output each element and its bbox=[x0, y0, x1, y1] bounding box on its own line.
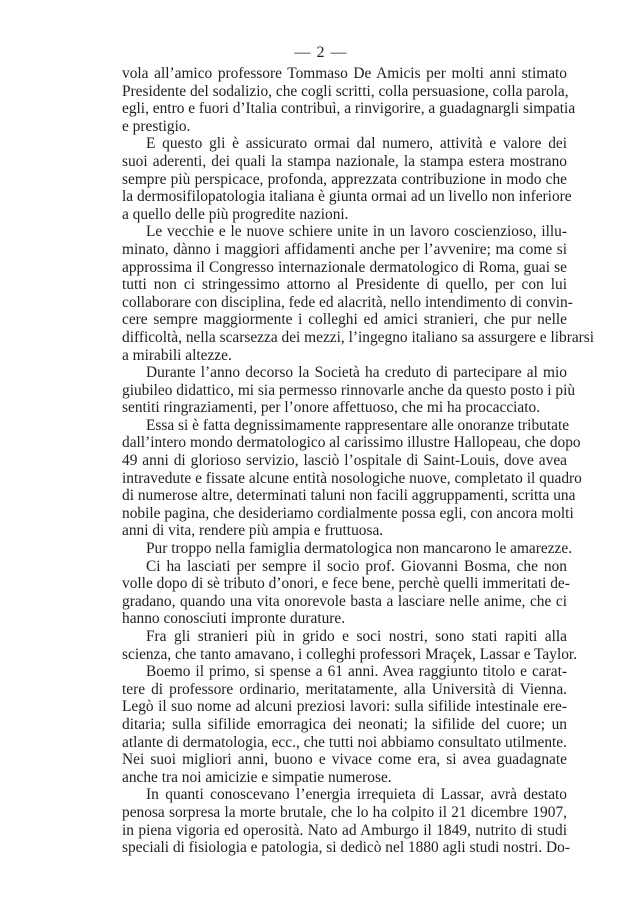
text-line: la dermosifilopatologia italiana è giunta ormai ad un livello non inferiore bbox=[122, 188, 572, 206]
text-line: e prestigio. bbox=[122, 117, 191, 135]
text-line: minato, dànno i maggiori affidamenti anche per l’avvenire; ma come si bbox=[122, 240, 567, 258]
text-line: volle dopo di sè tributo d’onori, e fece bene, perchè quelli immeritati de- bbox=[122, 575, 570, 593]
text-line: Ci ha lasciati per sempre il socio prof. Giovanni Bosma, che non bbox=[146, 557, 567, 575]
text-line: atlante di dermatologia, ecc., che tutti noi abbiamo consultato utilmente. bbox=[122, 733, 567, 751]
text-line: Presidente del sodalizio, che cogli scritti, colla persuasione, colla parola, bbox=[122, 82, 569, 100]
text-line: suoi aderenti, dei quali la stampa nazionale, la stampa estera mostrano bbox=[122, 152, 567, 170]
text-line: anche tra noi amicizie e simpatie numerose. bbox=[122, 768, 392, 786]
paragraph bbox=[122, 364, 576, 417]
text-line: In quanti conoscevano l’energia irrequieta di Lassar, avrà destato bbox=[146, 786, 567, 804]
text-line: penosa sorpresa la morte brutale, che lo ha colpito il 21 dicembre 1907, bbox=[122, 803, 567, 821]
paragraph bbox=[122, 663, 567, 786]
text-line: E questo gli è assicurato ormai dal numero, attività e valore dei bbox=[146, 135, 567, 153]
text-line: speciali di fisiologia e patologia, si dedicò nel 1880 agli studi nostri. Do- bbox=[122, 839, 570, 857]
paragraph bbox=[122, 65, 576, 135]
text-line: Boemo il primo, si spense a 61 anni. Avea raggiunto titolo e carat- bbox=[146, 663, 567, 681]
text-line: giubileo didattico, mi sia permesso rinnovarle anche da questo posto i più bbox=[122, 381, 576, 399]
text-line: sentiti ringraziamenti, per l’onore affettuoso, che mi ha procacciato. bbox=[122, 399, 541, 417]
text-line: sempre più perspicace, profonda, apprezzata contribuzione in modo che bbox=[122, 170, 567, 188]
paragraph bbox=[122, 628, 578, 663]
text-line: dall’intero mondo dermatologico al carissimo illustre Hallopeau, che dopo bbox=[122, 434, 581, 452]
text-line: a mirabili altezze. bbox=[122, 346, 232, 364]
text-line: Fra gli stranieri più in grido e soci nostri, sono stati rapiti alla bbox=[146, 628, 567, 645]
text-line: a quello delle più progredite nazioni. bbox=[122, 205, 349, 223]
text-line: difficoltà, nella scarsezza dei mezzi, l’ingegno italiano sa assurgere e librarsi bbox=[122, 328, 595, 346]
text-line: Le vecchie e le nuove schiere unite in un lavoro coscienzioso, illu- bbox=[146, 223, 567, 241]
text-line: hanno conosciuti impronte durature. bbox=[122, 610, 346, 628]
text-line: vola all’amico professore Tommaso De Amicis per molti anni stimato bbox=[122, 65, 567, 82]
text-line: tutti non ci stringessimo attorno al Presidente di quello, per con lui bbox=[122, 276, 567, 294]
text-line: collaborare con disciplina, fede ed alacrità, nello intendimento di convin- bbox=[122, 293, 573, 311]
text-line: anni di vita, rendere più ampia e fruttuosa. bbox=[122, 522, 384, 540]
text-line: scienza, che tanto amavano, i colleghi professori Mraçek, Lassar e Taylor. bbox=[122, 645, 578, 663]
paragraph bbox=[122, 223, 595, 364]
page-number: — 2 — bbox=[294, 44, 348, 61]
text-line: egli, entro e fuori d’Italia contribuì, a rinvigorire, a guadagnargli simpatia bbox=[122, 100, 576, 118]
paragraph bbox=[122, 135, 572, 223]
paragraph bbox=[122, 786, 570, 857]
text-line: intravedute e fissate alcune entità nosologiche nuove, completato il quadro bbox=[122, 469, 582, 487]
text-line: tere di professore ordinario, meritatamente, alla Università di Vienna. bbox=[122, 680, 567, 698]
text-line: nobile pagina, che desideriamo cordialmente possa egli, con ancora molti bbox=[122, 504, 574, 522]
text-line: Legò il suo nome ad alcuni preziosi lavori: sulla sifilide intestinale ere- bbox=[122, 698, 567, 716]
text-line: Essa si è fatta degnissimamente rappresentare alle onoranze tributate bbox=[146, 416, 570, 434]
text-line: cere sempre maggiormente i colleghi ed amici stranieri, che pur nelle bbox=[122, 311, 567, 329]
text-line: ditaria; sulla sifilide emorragica dei neonati; la sifilide del cuore; un bbox=[122, 715, 567, 733]
text-line: Pur troppo nella famiglia dermatologica non mancarono le amarezze. bbox=[146, 540, 573, 558]
paragraph bbox=[122, 416, 582, 540]
text-line: Durante l’anno decorso la Società ha creduto di partecipare al mio bbox=[146, 364, 567, 382]
text-line: approssima il Congresso internazionale dermatologico di Roma, guai se bbox=[122, 258, 567, 276]
text-line: Nei suoi migliori anni, buono e vivace come era, si avea guadagnate bbox=[122, 751, 567, 769]
text-line: gradano, quando una vita onorevole basta a lasciare nelle anime, che ci bbox=[122, 592, 567, 610]
paragraph bbox=[122, 557, 570, 628]
paragraph bbox=[122, 540, 573, 558]
text-line: 49 anni di glorioso servizio, lasciò l’ospitale di Saint-Louis, dove avea bbox=[122, 452, 567, 470]
text-line: in piena vigoria ed operosità. Nato ad Amburgo il 1849, nutrito di studi bbox=[122, 821, 567, 839]
body-text bbox=[122, 65, 595, 857]
text-line: di numerose altre, determinati taluni non facili aggruppamenti, scritta una bbox=[122, 487, 576, 505]
